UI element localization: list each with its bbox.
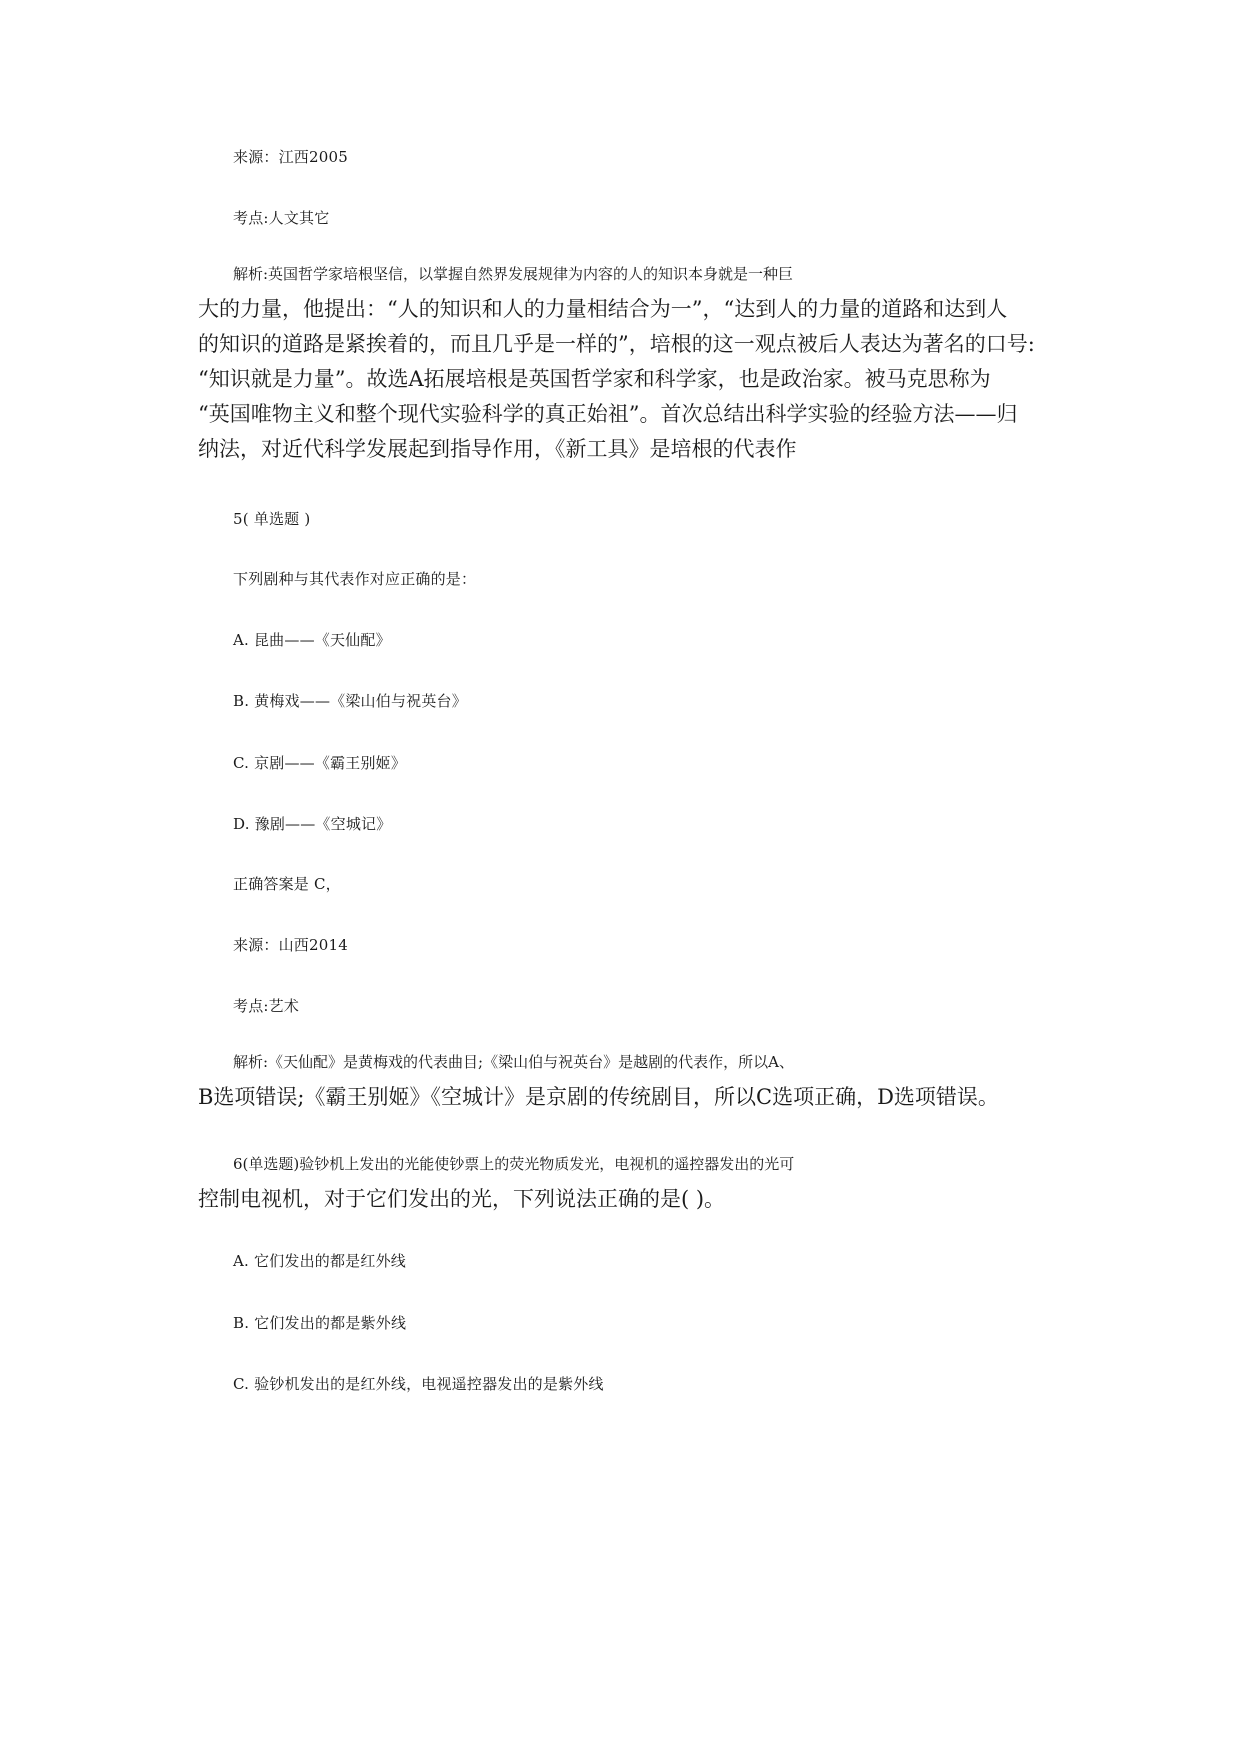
- question-6-option-b: B. 它们发出的都是紫外线: [233, 1314, 407, 1332]
- question-6-option-c: C. 验钞机发出的是红外线，电视遥控器发出的是紫外线: [233, 1375, 604, 1393]
- analysis-1-line-3: 的知识的道路是紧挨着的，而且几乎是一样的”，培根的这一观点被后人表达为著名的口号:: [198, 332, 1035, 356]
- question-5-option-a: A. 昆曲——《天仙配》: [233, 631, 391, 649]
- analysis-1-line-4: “知识就是力量”。故选A拓展培根是英国哲学家和科学家，也是政治家。被马克思称为: [198, 367, 991, 391]
- question-6-stem: [198, 1147, 1062, 1217]
- analysis-1-line-5: “英国唯物主义和整个现代实验科学的真正始祖”。首次总结出科学实验的经验方法——归: [198, 402, 1018, 426]
- question-5-option-b: B. 黄梅戏——《梁山伯与祝英台》: [233, 692, 467, 710]
- question-6-stem-line-2: 控制电视机，对于它们发出的光，下列说法正确的是( )。: [198, 1187, 726, 1211]
- analysis-2-line-2: B选项错误;《霸王别姬》《空城计》是京剧的传统剧目，所以C选项正确，D选项错误。: [198, 1085, 999, 1109]
- source-line-2: 来源：山西2014: [233, 936, 348, 954]
- exam-point-1: 考点:人文其它: [233, 209, 330, 227]
- question-5-option-d: D. 豫剧——《空城记》: [233, 815, 392, 833]
- question-5-option-c: C. 京剧——《霸王别姬》: [233, 754, 407, 772]
- question-5-answer: 正确答案是 C，: [233, 875, 341, 893]
- analysis-2-line-1: 解析:《天仙配》是黄梅戏的代表曲目;《梁山伯与祝英台》是越剧的代表作，所以A、: [233, 1053, 794, 1071]
- question-6-option-a: A. 它们发出的都是红外线: [233, 1252, 406, 1270]
- analysis-paragraph-1: [198, 257, 1062, 467]
- analysis-paragraph-2: [198, 1045, 1062, 1115]
- source-line-1: 来源：江西2005: [233, 148, 348, 166]
- analysis-1-line-1: 解析:英国哲学家培根坚信，以掌握自然界发展规律为内容的人的知识本身就是一种巨: [233, 265, 794, 283]
- analysis-1-line-6: 纳法，对近代科学发展起到指导作用，《新工具》是培根的代表作: [198, 437, 797, 461]
- exam-point-2: 考点:艺术: [233, 997, 300, 1015]
- question-6-stem-line-1: 6(单选题)验钞机上发出的光能使钞票上的荧光物质发光，电视机的遥控器发出的光可: [233, 1155, 795, 1173]
- question-5-header: 5( 单选题 ): [233, 510, 311, 528]
- question-5-stem: 下列剧种与其代表作对应正确的是：: [233, 570, 477, 588]
- analysis-1-line-2: 大的力量，他提出：“人的知识和人的力量相结合为一”，“达到人的力量的道路和达到人: [198, 297, 1008, 321]
